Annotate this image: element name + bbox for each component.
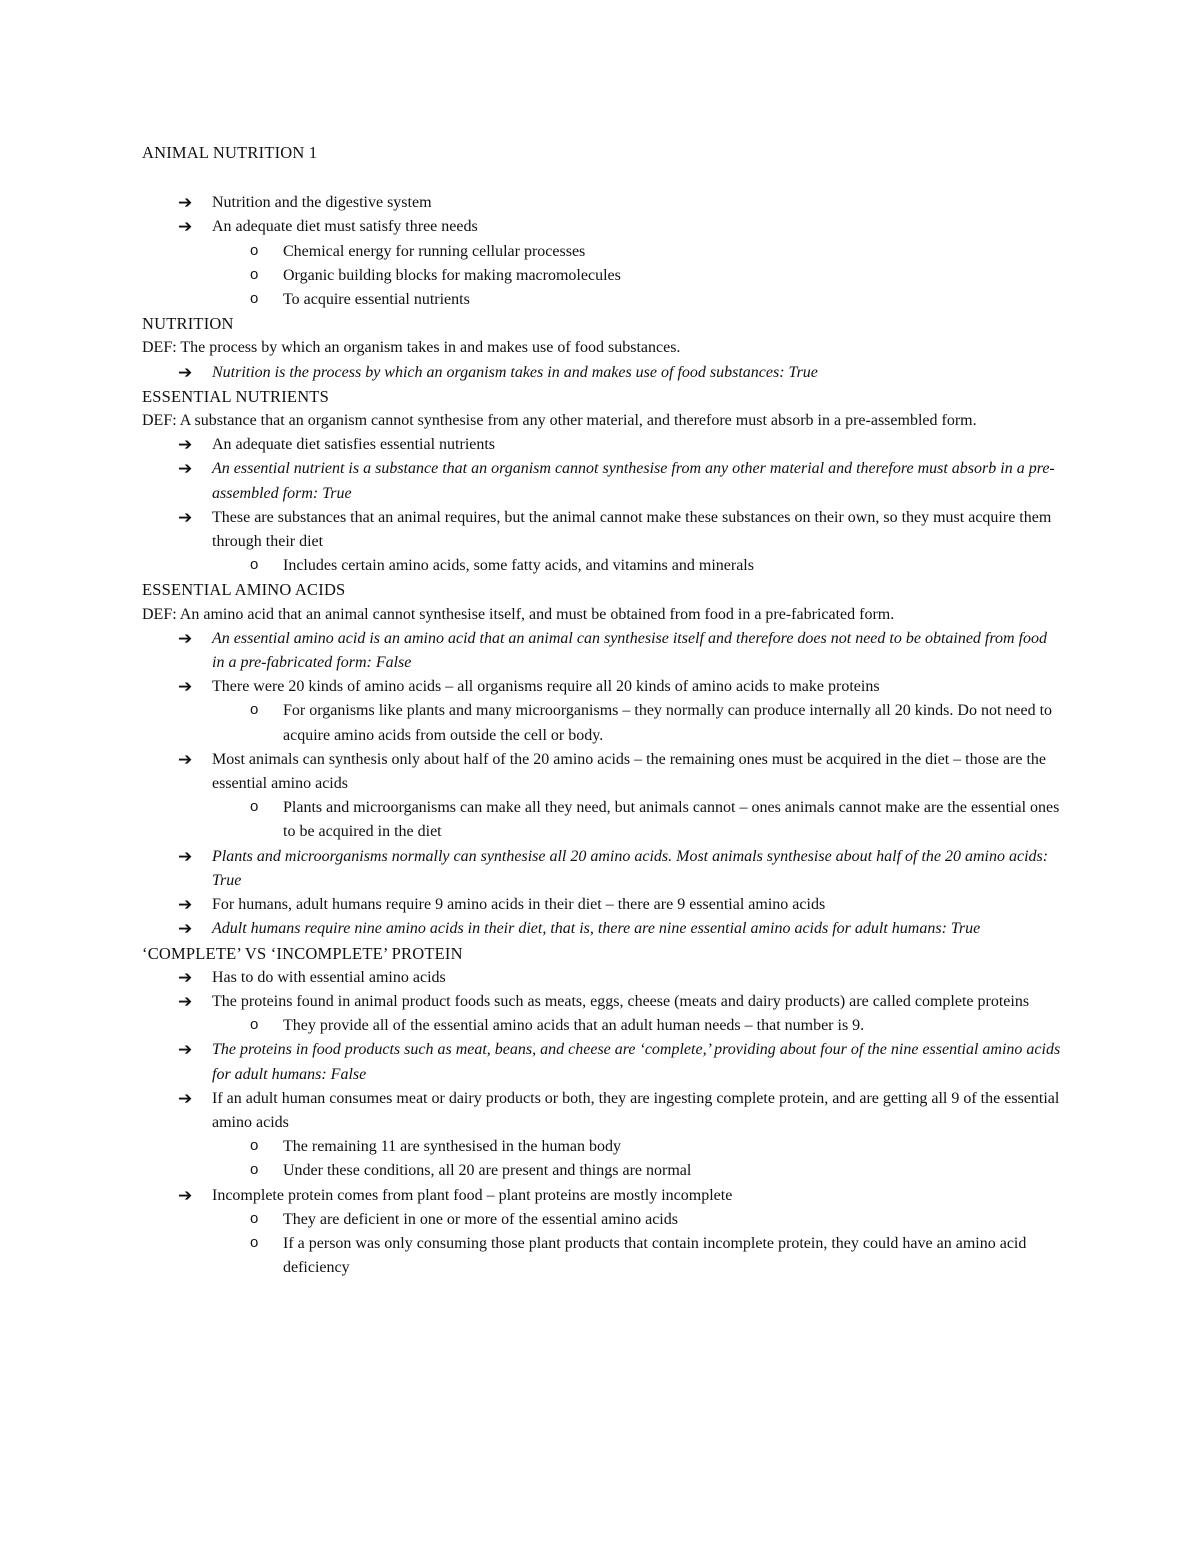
arrow-bullet-item [142,1184,1062,1208]
document-page [142,141,1062,1280]
right-arrow-icon: ➔ [178,677,193,698]
arrow-bullet-item [142,675,1062,699]
right-arrow-icon: ➔ [178,362,193,383]
section-heading: ESSENTIAL AMINO ACIDS [142,580,346,600]
section-heading: NUTRITION [142,314,234,334]
sub-bullet-item [142,796,1062,844]
sub-bullet-item [142,240,1062,264]
circle-bullet-icon: o [250,798,259,816]
definition-text: DEF: A substance that an organism cannot synthesise from any other material, and therefore must absorb in a pre-assembled form. [142,412,977,430]
sub-bullet-item [142,699,1062,747]
right-arrow-icon: ➔ [178,749,193,770]
bullet-text: The proteins found in animal product foods such as meats, eggs, cheese (meats and dairy products) are called complete proteins [212,992,1030,1010]
right-arrow-icon: ➔ [178,435,193,456]
sub-bullet-item [142,1208,1062,1232]
bullet-text: Has to do with essential amino acids [212,968,446,986]
arrow-bullet-item [142,191,1062,215]
bullet-text: An essential amino acid is an amino acid that an animal can synthesise itself and therefore does not need to be obtained from food in a pre-fabricated form: False [212,629,1048,672]
bullet-text: If a person was only consuming those plant products that contain incomplete protein, they could have an amino acid deficiency [283,1234,1027,1277]
bullet-text: Plants and microorganisms can make all they need, but animals cannot – ones animals cannot make are the essential ones to be acquired in the diet [283,799,1060,841]
bullet-text: To acquire essential nutrients [283,291,470,309]
bullet-text: Plants and microorganisms normally can synthesise all 20 amino acids. Most animals synthesise about half of the 20 amino acids: True [212,847,1049,889]
arrow-bullet-item [142,1087,1062,1135]
document-body [142,191,1062,1280]
bullet-text: There were 20 kinds of amino acids – all organisms require all 20 kinds of amino acids to make proteins [212,678,880,696]
bullet-text: Includes certain amino acids, some fatty acids, and vitamins and minerals [283,557,754,575]
arrow-bullet-item [142,966,1062,990]
bullet-text: Chemical energy for running cellular processes [283,242,586,260]
right-arrow-icon: ➔ [178,193,193,214]
right-arrow-icon: ➔ [178,1185,193,1206]
arrow-bullet-item [142,748,1062,796]
arrow-bullet-item [142,627,1062,675]
right-arrow-icon: ➔ [178,846,193,867]
definition-text: DEF: The process by which an organism takes in and makes use of food substances. [142,339,681,357]
bullet-text: If an adult human consumes meat or dairy products or both, they are ingesting complete protein, and are getting all 9 of the essential amino acids [212,1089,1060,1131]
sub-bullet-item [142,1159,1062,1183]
arrow-bullet-item [142,990,1062,1014]
arrow-bullet-item [142,361,1062,385]
right-arrow-icon: ➔ [178,1040,193,1061]
bullet-text: Adult humans require nine amino acids in their diet, that is, there are nine essential amino acids for adult humans: True [212,920,981,938]
sub-bullet-item [142,1135,1062,1159]
bullet-text: For organisms like plants and many microorganisms – they normally can produce internally all 20 kinds. Do not need to acquire amino acids from outside the cell or body. [283,702,1053,744]
sub-bullet-item [142,1014,1062,1038]
bullet-text: Under these conditions, all 20 are present and things are normal [283,1162,692,1180]
right-arrow-icon: ➔ [178,967,193,988]
circle-bullet-icon: o [250,265,259,283]
circle-bullet-icon: o [250,1209,259,1227]
arrow-bullet-item [142,506,1062,554]
bullet-text: These are substances that an animal requires, but the animal cannot make these substances on their own, so they must acquire them through their diet [212,508,1052,551]
bullet-text: Organic building blocks for making macromolecules [283,266,621,284]
bullet-text: Incomplete protein comes from plant food – plant proteins are mostly incomplete [212,1186,733,1204]
right-arrow-icon: ➔ [178,1088,193,1109]
arrow-bullet-item [142,215,1062,239]
bullet-text: Most animals can synthesis only about half of the 20 amino acids – the remaining ones must be acquired in the diet – those are the essential amino acids [212,750,1047,793]
right-arrow-icon: ➔ [178,217,193,238]
bullet-text: The proteins in food products such as meat, beans, and cheese are ‘complete,’ providing about four of the nine essential amino acids for adult humans: False [212,1041,1061,1083]
circle-bullet-icon: o [250,1161,259,1179]
arrow-bullet-item [142,845,1062,893]
section-heading: ESSENTIAL NUTRIENTS [142,386,329,406]
circle-bullet-icon: o [250,1137,259,1155]
sub-bullet-item [142,288,1062,312]
circle-bullet-icon: o [250,701,259,719]
right-arrow-icon: ➔ [178,895,193,916]
arrow-bullet-item [142,457,1062,505]
arrow-bullet-item [142,433,1062,457]
right-arrow-icon: ➔ [178,507,193,528]
right-arrow-icon: ➔ [178,628,193,649]
bullet-text: They provide all of the essential amino acids that an adult human needs – that number is 9. [283,1017,865,1035]
right-arrow-icon: ➔ [178,919,193,940]
definition-text: DEF: An amino acid that an animal cannot synthesise itself, and must be obtained from food in a pre-fabricated form. [142,605,895,623]
circle-bullet-icon: o [250,1233,259,1251]
circle-bullet-icon: o [250,290,259,308]
bullet-text: The remaining 11 are synthesised in the human body [283,1138,621,1156]
right-arrow-icon: ➔ [178,991,193,1012]
circle-bullet-icon: o [250,556,259,574]
arrow-bullet-item [142,1038,1062,1086]
bullet-text: An adequate diet satisfies essential nutrients [212,436,496,454]
bullet-text: An adequate diet must satisfy three needs [212,218,478,236]
bullet-text: An essential nutrient is a substance that an organism cannot synthesise from any other material and therefore must absorb in a pre-assembled form: True [212,460,1055,502]
bullet-text: Nutrition is the process by which an organism takes in and makes use of food substances: True [212,363,818,381]
bullet-text: For humans, adult humans require 9 amino acids in their diet – there are 9 essential amino acids [212,896,826,914]
sub-bullet-item [142,1232,1062,1280]
bullet-text: They are deficient in one or more of the essential amino acids [283,1210,678,1228]
sub-bullet-item [142,264,1062,288]
circle-bullet-icon: o [250,1016,259,1034]
bullet-text: Nutrition and the digestive system [212,194,432,212]
section-heading: ‘COMPLETE’ VS ‘INCOMPLETE’ PROTEIN [142,943,463,963]
sub-bullet-item [142,554,1062,578]
document-title: ANIMAL NUTRITION 1 [142,143,318,162]
arrow-bullet-item [142,893,1062,917]
arrow-bullet-item [142,917,1062,941]
circle-bullet-icon: o [250,241,259,259]
right-arrow-icon: ➔ [178,459,193,480]
